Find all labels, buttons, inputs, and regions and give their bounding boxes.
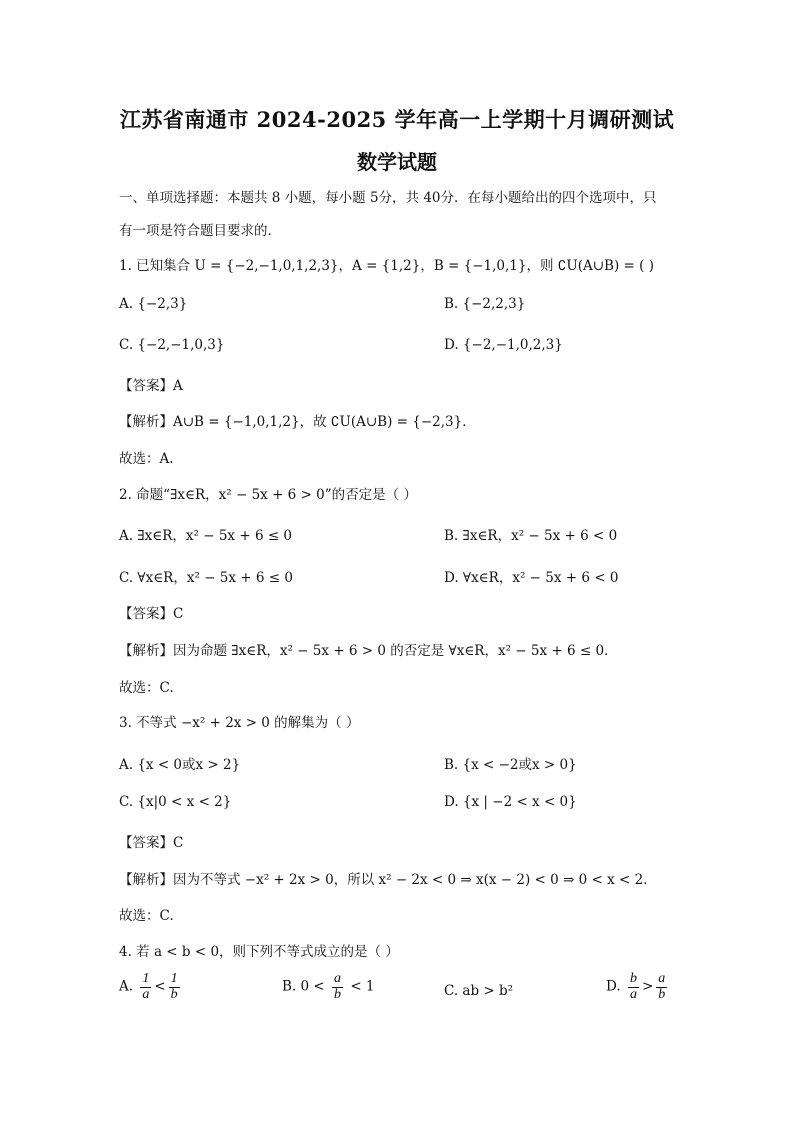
q3-option-d: D. {x | −2 < x < 0} [444, 794, 577, 810]
document-title: 江苏省南通市 2024-2025 学年高一上学期十月调研测试 [119, 107, 675, 132]
q1-option-b: B. {−2,2,3} [444, 296, 526, 312]
q1-analysis: 【解析】A∪B = {−1,0,1,2}，故 ∁U(A∪B) = {−2,3}． [119, 414, 476, 430]
q4-option-d-fraction-2 [656, 972, 667, 1002]
q4-option-d-numerator-2: a [658, 971, 666, 986]
q2-option-d: D. ∀x∈R，x² − 5x + 6 < 0 [444, 570, 619, 586]
q1-option-d: D. {−2,−1,0,2,3} [444, 337, 563, 353]
q4-option-b-fraction [332, 972, 343, 1002]
q1-option-a: A. {−2,3} [119, 296, 188, 312]
q3-choice: 故选：C. [119, 908, 174, 924]
q3-stem: 3. 不等式 −x² + 2x > 0 的解集为（ ） [119, 715, 360, 731]
q4-option-b-suffix: < 1 [350, 978, 375, 995]
q4-option-d-fraction-1 [628, 972, 639, 1002]
q4-option-d-denominator-1: a [629, 986, 637, 1002]
q4-option-b-prefix: 0 < [300, 978, 325, 995]
q4-option-d-label: D. [606, 978, 621, 995]
q2-option-b: B. ∃x∈R，x² − 5x + 6 < 0 [444, 528, 618, 544]
q3-analysis: 【解析】因为不等式 −x² + 2x > 0，所以 x² − 2x < 0 ⇒ x(x − 2) < 0 ⇒ 0 < x < 2． [119, 872, 657, 888]
q2-choice: 故选：C. [119, 680, 174, 696]
q4-option-a-relation: < [154, 978, 166, 995]
q3-answer: 【答案】C [119, 835, 184, 851]
section-heading-line2: 有一项是符合题目要求的． [119, 223, 281, 239]
q3-option-b: B. {x < −2或x > 0} [444, 757, 577, 773]
q1-option-c: C. {−2,−1,0,3} [119, 337, 225, 353]
q4-option-b-label: B. [282, 978, 297, 995]
q2-stem: 2. 命题“∃x∈R，x² − 5x + 6 > 0”的否定是（ ） [119, 487, 417, 503]
section-heading-line1: 一、单项选择题：本题共 8 小题，每小题 5分，共 40分．在每小题给出的四个选项中，只 [119, 190, 657, 206]
q2-answer: 【答案】C [119, 606, 184, 622]
q4-option-d-relation: > [641, 978, 654, 995]
q4-option-b-numerator: a [334, 971, 342, 986]
q4-option-a-numerator-2: 1 [170, 971, 178, 986]
q1-choice: 故选：A. [119, 451, 174, 467]
q4-option-a-fraction-1 [140, 972, 151, 1002]
q1-stem: 1. 已知集合 U = {−2,−1,0,1,2,3}，A = {1,2}，B = {−1,0,1}，则 ∁U(A∪B) = ( ) [119, 258, 654, 274]
q4-option-a-denominator-1: a [142, 986, 150, 1002]
q1-answer: 【答案】A [119, 378, 183, 394]
q4-option-a-label: A. [119, 978, 134, 995]
q4-option-a-denominator-2: b [170, 986, 178, 1002]
q4-option-a-fraction-2 [169, 972, 180, 1002]
q2-option-a: A. ∃x∈R，x² − 5x + 6 ≤ 0 [119, 528, 293, 544]
q3-option-c: C. {x|0 < x < 2} [119, 794, 232, 810]
q4-option-c: C. ab > b² [444, 983, 514, 999]
q4-option-b-denominator: b [334, 986, 342, 1002]
q4-option-a-numerator-1: 1 [142, 971, 150, 986]
q2-analysis: 【解析】因为命题 ∃x∈R，x² − 5x + 6 > 0 的否定是 ∀x∈R，x² − 5x + 6 ≤ 0． [119, 643, 618, 659]
q2-option-c: C. ∀x∈R，x² − 5x + 6 ≤ 0 [119, 570, 293, 586]
q3-option-a: A. {x < 0或x > 2} [119, 757, 241, 773]
document-subtitle: 数学试题 [357, 150, 437, 174]
q4-option-d [606, 972, 670, 1002]
q4-stem: 4. 若 a < b < 0，则下列不等式成立的是（ ） [119, 944, 399, 960]
q4-option-a [119, 972, 183, 1002]
q4-option-d-denominator-2: b [658, 986, 666, 1002]
q4-option-b [282, 972, 375, 1002]
q4-option-d-numerator-1: b [629, 971, 637, 986]
